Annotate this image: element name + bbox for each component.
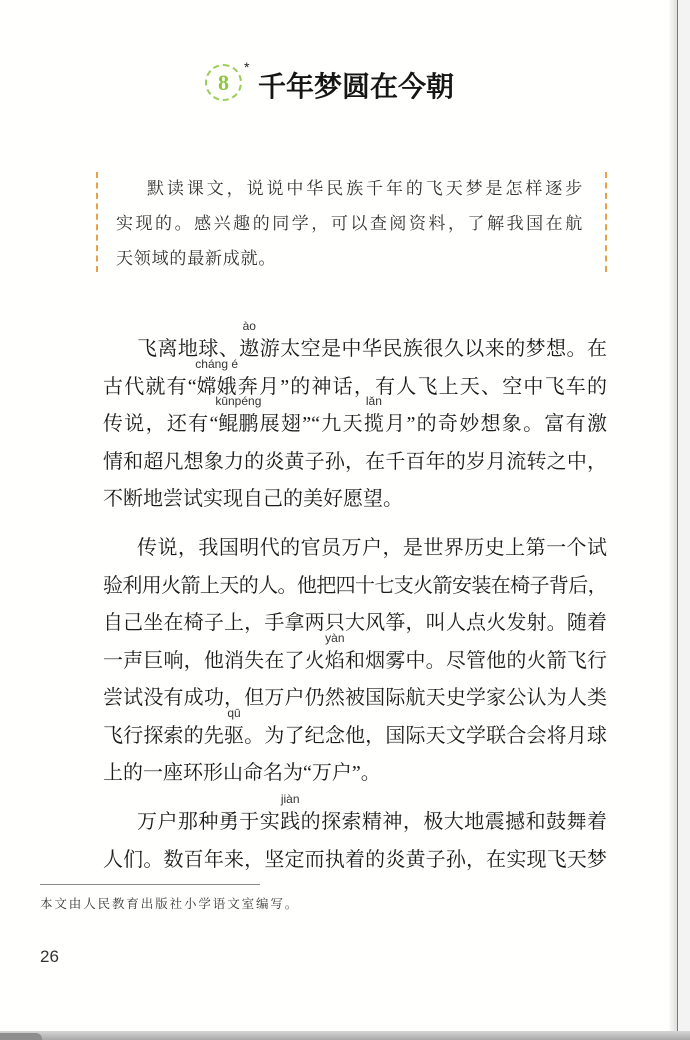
text-segment: 的探索精神，极大地震撼和鼓舞着 [300,811,608,833]
lesson-number: 8 [218,70,229,95]
guide-line: 实现的。感兴趣的同学，可以查阅资料，了解我国在航 [116,214,583,234]
pinyin-annotation: qū [227,705,241,720]
text-line [103,755,607,793]
text-segment: 游太空是中华民族很久以来的梦想。在 [259,338,608,360]
page-edge-shadow [668,0,677,1040]
text-segment: 传说，我国明代的官员万户，是世界历史上第一个试 [137,537,607,559]
text-line [103,568,607,606]
text-line [103,394,607,444]
text-segment: 展翅”“九天 [258,413,364,435]
text-segment: 月”的奇妙想象。富有激 [383,413,607,435]
scan-margin [678,0,690,1040]
footnote-divider [40,884,260,885]
pinyin-annotation: jiàn [280,792,300,806]
text-line [103,680,607,718]
annotated-word [324,630,345,672]
annotated-characters: 焰 [324,649,345,672]
annotated-word [224,705,244,747]
lesson-title: 千年梦圆在今朝 [258,71,455,102]
text-segment: 和烟雾中。尽管他的火箭飞行 [344,649,608,672]
text-segment: 古代就有“ [103,375,197,398]
text-segment: 自己坐在椅子上，手拿两只大风筝，叫人点火发射。随着 [103,612,607,634]
lesson-body [103,319,608,879]
pinyin-annotation: yàn [325,630,345,645]
guide-line: 天领域的最新成就。 [116,249,277,269]
annotated-word [280,792,301,833]
annotated-characters: 嫦娥 [196,375,237,398]
text-line [103,444,607,482]
text-segment: 人们。数百年来，坚定而执着的炎黄子孙，在实现飞天梦 [103,848,607,871]
pinyin-annotation: lǎn [365,394,382,408]
text-segment: 上的一座环形山命名为“万户”。 [103,762,381,784]
pinyin-annotation: cháng é [195,356,239,371]
text-segment: 。为了纪念他，国际天文学联合会将月球 [244,724,607,747]
text-segment: 验利用火箭上天的人。他把四十七支火箭安装在椅子背后， [103,574,607,597]
text-segment: 奔月”的神话，有人飞上天、空中飞车的 [236,375,607,398]
text-line [103,630,608,681]
annotated-characters: 鲲鹏 [218,413,259,435]
text-segment: 情和超凡想象力的炎黄子孙，在千百年的岁月流转之中， [103,450,607,473]
lesson-number-badge [205,64,242,101]
text-segment: 飞离地球、 [137,338,240,360]
text-segment: 一声巨响，他消失在了火 [103,649,325,672]
text-segment: 飞行探索的先 [103,724,224,747]
text-line [103,356,607,407]
annotated-word [363,394,384,435]
annotated-characters: 驱 [224,724,244,747]
footnote: 本文由人民教育出版社小学语文室编写。 [40,896,300,911]
text-segment: 不断地尝试实现自己的美好愿望。 [103,488,403,510]
text-line [103,842,607,880]
annotated-characters: 践 [280,811,301,833]
reading-guide-box [96,172,607,272]
paragraph [103,530,607,793]
pinyin-annotation: ào [242,319,256,333]
annotated-word [215,394,262,435]
paragraph [103,319,608,519]
text-line [103,705,607,756]
scan-bottom-edge [0,1031,690,1040]
text-line [103,530,607,568]
page-number: 26 [40,947,59,966]
scan-bottom-shadow [0,1033,42,1040]
self-study-marker: * [244,59,250,75]
text-line [103,319,608,369]
paragraph [103,792,608,879]
text-segment: 传说，还有“ [103,413,219,435]
annotated-characters: 揽 [363,413,384,435]
guide-line: 默读课文，说说中华民族千年的飞天梦是怎样逐步 [147,179,583,199]
pinyin-annotation: kūnpéng [215,394,262,408]
text-line [103,605,607,643]
text-line [103,792,608,842]
annotated-word [239,319,260,360]
annotated-characters: 遨 [239,338,260,360]
text-segment: 万户那种勇于实 [137,811,281,833]
text-segment: 尝试没有成功，但万户仍然被国际航天史学家公认为人类 [103,687,607,709]
text-line [103,481,607,519]
